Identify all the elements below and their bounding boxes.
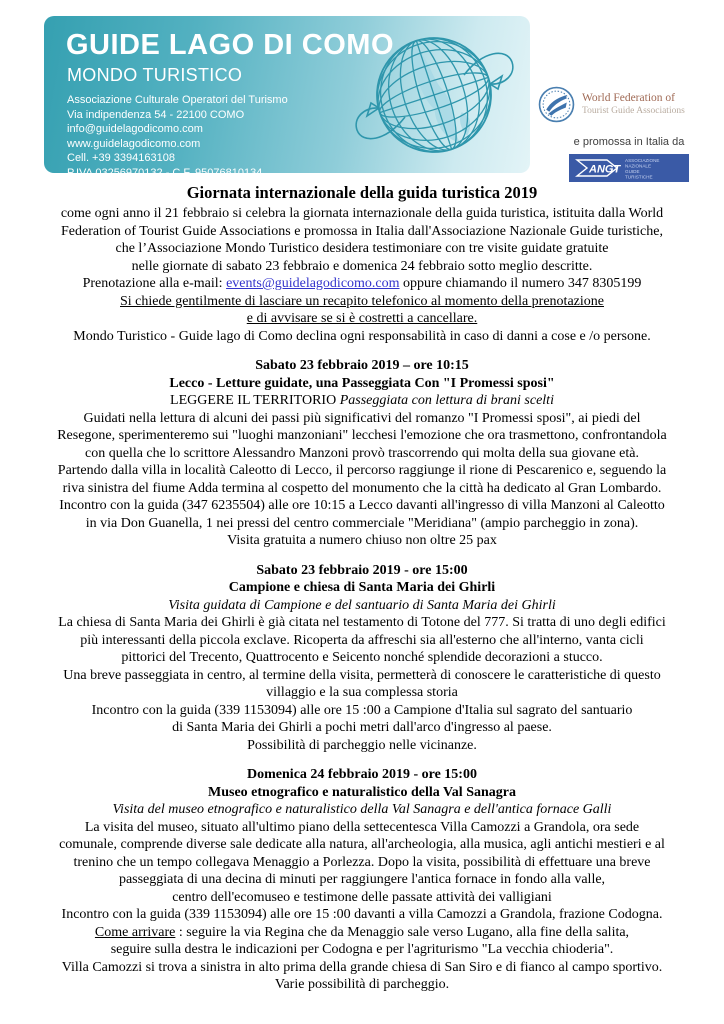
- promoted-by-text: e promossa in Italia da: [573, 136, 685, 148]
- event-subtitle: Visita guidata di Campione e del santuario di Santa Maria dei Ghirli: [168, 597, 556, 613]
- text-line: in via Don Guanella, 1 nei pressi del centro commerciale "Meridiana" (ampio parcheggio in zona).: [85, 515, 639, 531]
- booking-suffix: oppure chiamando il numero 347 8305199: [399, 276, 642, 291]
- text-line: villaggio e la sua complessa storia: [266, 685, 458, 700]
- text-line: Partendo dalla villa in località Caleotto di Lecco, il percorso raggiunge il rione di Pescarenico e, seguendo la: [57, 463, 667, 478]
- text-line: come ogni anno il 21 febbraio si celebra la giornata internazionale della guida turistica, istituita dalla World: [60, 206, 664, 221]
- angt-name-line: TURISTICHE: [625, 174, 653, 180]
- angt-name-line: NAZIONALE: [625, 163, 652, 169]
- booking-email-link[interactable]: events@guidelagodicomo.com: [226, 276, 400, 291]
- text-line: centro dell'ecomuseo e testimone delle passate attività dei valligiani: [172, 889, 552, 905]
- event-body: [0, 614, 724, 754]
- affiliation-block: [538, 86, 720, 182]
- text-line: Varie possibilità di parcheggio.: [274, 977, 450, 992]
- text-line: con quella che lo scrittore Alessandro Manzoni provò trascorrendo qui molta della sua giovane età.: [85, 445, 639, 461]
- globe-icon: [342, 25, 528, 165]
- text-line: passeggiata di una decina di minuti per raggiungere l'antica fornace in fondo alla valle,: [118, 872, 606, 887]
- event-date: Sabato 23 febbraio 2019 – ore 10:15: [255, 358, 469, 373]
- event-subtitle: [0, 392, 724, 410]
- angt-name-line: ASSOCIAZIONE: [625, 158, 660, 163]
- wftga-name-line2: Tourist Guide Associations: [582, 106, 685, 116]
- text-line: Villa Camozzi si trova a sinistra in alto prima della grande chiesa di San Siro e di fianco al campo sportivo.: [61, 959, 663, 975]
- wftga-name: [582, 92, 685, 117]
- text-line: La chiesa di Santa Maria dei Ghirli è già citata nel testamento di Totone del 777. Si tratta di uno degli edifici: [58, 615, 666, 630]
- text-line: Incontro con la guida (339 1153094) alle ore 15 :00 a Campione d'Italia sul sagrato del santuario: [91, 702, 633, 718]
- event-title: Museo etnografico e naturalistico della Val Sanagra: [208, 784, 516, 800]
- event-body-continued: [0, 941, 724, 994]
- document-body: [0, 183, 724, 994]
- event-body: [0, 410, 724, 550]
- text-line: Federation of Tourist Guide Associations e promossa in Italia dall'Associazione Nazionale Guide turistiche,: [61, 223, 663, 239]
- text-line: Incontro con la guida (339 1153094) alle ore 15 :00 davanti a villa Camozzi a Grandola, frazione Codogna.: [61, 907, 663, 922]
- text-line: seguire sulla destra le indicazioni per Codogna e per l'agriturismo "La vecchia chioderia".: [110, 942, 614, 957]
- disclaimer-line: Mondo Turistico - Guide lago di Como declina ogni responsabilità in caso di danni a cose e /o persone.: [73, 328, 651, 344]
- association-banner: [44, 16, 530, 179]
- text-line: Possibilità di parcheggio nelle vicinanze.: [247, 737, 477, 753]
- event-section-campione: [0, 562, 724, 755]
- text-line: di Santa Maria dei Ghirli a pochi metri dall'arco d'ingresso al paese.: [172, 720, 552, 735]
- wftga-logo-icon: [538, 86, 575, 123]
- text-line: comunale, comprende diverse sale dedicate alla natura, all'archeologia, alla musica, agli antichi mestieri e al: [59, 837, 665, 852]
- event-section-val-sanagra: [0, 766, 724, 994]
- booking-line: [0, 275, 724, 293]
- text-line: trenino che un tempo collegava Menaggio a Porlezza. Dopo la visita, possibilità di effettuare una breve: [73, 854, 651, 870]
- text-line: Cell. +39 3394163108: [67, 152, 175, 164]
- directions-label: Come arrivare: [94, 924, 176, 940]
- text-line: info@guidelagodicomo.com: [67, 123, 203, 135]
- page-title: Giornata internazionale della guida turistica 2019: [186, 183, 538, 202]
- text-line: nelle giornate di sabato 23 febbraio e domenica 24 febbraio sotto meglio descritte.: [131, 258, 593, 274]
- event-title: Campione e chiesa di Santa Maria dei Ghirli: [228, 580, 496, 595]
- event-date: Domenica 24 febbraio 2019 - ore 15:00: [247, 767, 477, 782]
- event-section-lecco: [0, 357, 724, 550]
- text-line: Visita gratuita a numero chiuso non oltre 25 pax: [227, 533, 497, 548]
- event-subtitle: Visita del museo etnografico e naturalistico della Val Sanagra e dell'antica fornace Galli: [112, 802, 612, 817]
- text-line: La visita del museo, situato all'ultimo piano della settecentesca Villa Camozzi a Grandola, ora sede: [84, 819, 640, 835]
- text-line: riva sinistra del fiume Adda termina al cospetto del monumento che la città ha dedicato al Gran Lombardo.: [62, 480, 662, 496]
- event-body: [0, 819, 724, 924]
- intro-paragraph: [0, 205, 724, 275]
- text-line: più interessanti della piccola exclave. Ricoperta da affreschi sia all'esterno che all'interno, vanta cicli: [80, 632, 644, 648]
- association-name: GUIDE LAGO DI COMO: [66, 29, 394, 61]
- text-line: che l’Associazione Mondo Turistico desidera testimoniare con tre visite guidate gratuite: [115, 241, 609, 256]
- angt-name-line: GUIDE: [625, 169, 640, 174]
- association-subtitle: MONDO TURISTICO: [67, 65, 243, 85]
- notice-line: Si chiede gentilmente di lasciare un recapito telefonico al momento della prenotazione: [120, 293, 604, 309]
- event-title: Lecco - Letture guidate, una Passeggiata Con "I Promessi sposi": [169, 375, 555, 391]
- text-line: www.guidelagodicomo.com: [67, 137, 201, 150]
- text-line: Resegone, sperimenteremo sui "luoghi manzoniani" lecchesi l'emozione che ora trasmettono, confrontandola: [57, 428, 667, 443]
- booking-prefix: Prenotazione alla e-mail:: [82, 276, 227, 291]
- text-line: pittorici del Trecento, Quattrocento e Seicento nonché splendide decorazioni a stucco.: [121, 650, 603, 665]
- directions-rest: : seguire la via Regina che da Menaggio sale verso Lugano, alla fine della salita,: [175, 924, 630, 940]
- text-line: Associazione Culturale Operatori del Turismo: [67, 94, 288, 106]
- text-line: Via indipendenza 54 - 22100 COMO: [67, 108, 245, 121]
- angt-logo: [569, 154, 689, 182]
- text-line: Una breve passeggiata in centro, al termine della visita, permetterà di conoscere le caratteristiche di questo: [63, 667, 661, 683]
- text-line: Incontro con la guida (347 6235504) alle ore 10:15 a Lecco davanti all'ingresso di villa Manzoni al Caleotto: [59, 498, 665, 513]
- wftga-row: [538, 86, 720, 123]
- notice-line: e di avvisare se si è costretti a cancellare.: [246, 311, 478, 326]
- event-date: Sabato 23 febbraio 2019 - ore 15:00: [256, 562, 468, 578]
- event-subtitle-plain: LEGGERE IL TERRITORIO: [170, 393, 340, 408]
- event-subtitle-italic: Passeggiata con lettura di brani scelti: [339, 393, 554, 408]
- text-line: Guidati nella lettura di alcuni dei passi più significativi del romanzo "I Promessi sposi", ai piedi del: [83, 410, 641, 426]
- angt-acronym: ANGT: [589, 163, 621, 176]
- directions-line: [0, 924, 724, 942]
- wftga-name-line1: World Federation of: [582, 92, 675, 104]
- text-line: P.IVA 03256970132 - C.F. 95076810134: [67, 166, 263, 179]
